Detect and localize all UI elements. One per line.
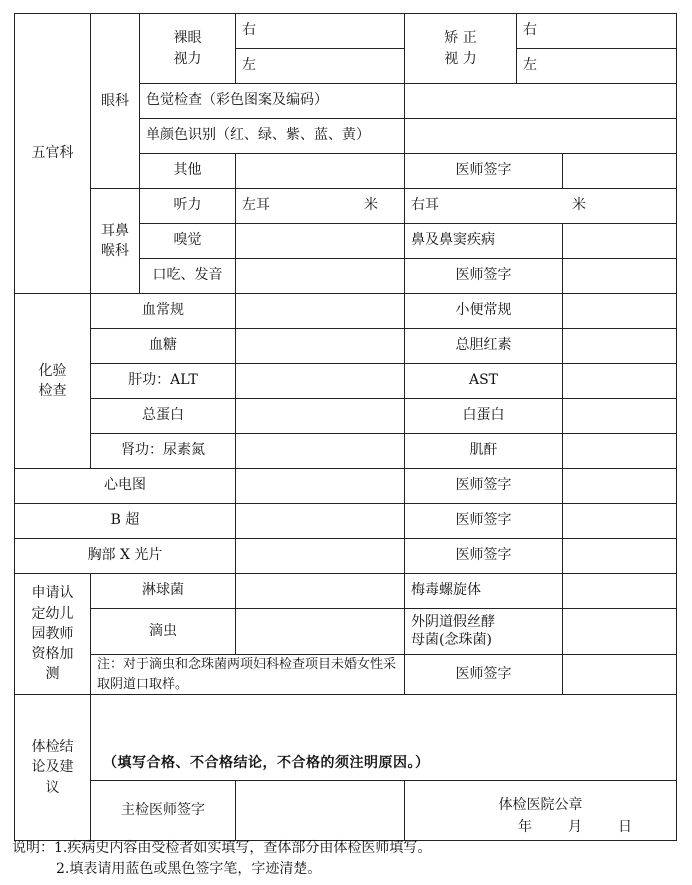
mono-color-field[interactable] (405, 119, 677, 154)
albumin-field[interactable] (563, 399, 677, 434)
creatinine-label: 肌酐 (405, 434, 563, 469)
bilirubin-field[interactable] (563, 329, 677, 364)
section-eye: 眼科 (91, 14, 140, 189)
ent-doctor-sign-field[interactable] (563, 259, 677, 294)
corrected-left-label: 左 (517, 49, 677, 84)
gonorrhea-field[interactable] (236, 574, 405, 609)
naked-left-label: 左 (236, 49, 405, 84)
ast-label: AST (405, 364, 563, 399)
syphilis-label: 梅毒螺旋体 (405, 574, 563, 609)
liver-alt-label: 肝功：ALT (91, 364, 236, 399)
kg-doctor-sign-label: 医师签字 (405, 655, 563, 695)
color-check-field[interactable] (405, 84, 677, 119)
color-check-label: 色觉检查（彩色图案及编码） (140, 84, 405, 119)
kg-doctor-sign-field[interactable] (563, 655, 677, 695)
ecg-doctor-sign-label: 医师签字 (405, 469, 563, 504)
conclusion-instruction: （填写合格、不合格结论，不合格的须注明原因。） (103, 754, 430, 771)
liver-alt-field[interactable] (236, 364, 405, 399)
ast-field[interactable] (563, 364, 677, 399)
ecg-doctor-sign-field[interactable] (563, 469, 677, 504)
eye-doctor-sign-field[interactable] (563, 154, 677, 189)
ultrasound-field[interactable] (236, 504, 405, 539)
speech-field[interactable] (236, 259, 405, 294)
left-ear-label: 左耳 (242, 197, 270, 214)
section-ent: 耳鼻 喉科 (91, 189, 140, 294)
urine-routine-field[interactable] (563, 294, 677, 329)
ecg-field[interactable] (236, 469, 405, 504)
hospital-seal-field[interactable] (405, 781, 677, 841)
albumin-label: 白蛋白 (405, 399, 563, 434)
footer-line-2: 2.填表请用蓝色或黑色签字笔，字迹清楚。 (56, 861, 322, 877)
chest-xray-doctor-sign-field[interactable] (563, 539, 677, 574)
nasal-field[interactable] (563, 224, 677, 259)
ultrasound-doctor-sign-label: 医师签字 (405, 504, 563, 539)
candida-label: 外阴道假丝酵 母菌(念珠菌) (405, 609, 563, 655)
chief-sign-field[interactable] (236, 781, 405, 841)
urine-routine-label: 小便常规 (405, 294, 563, 329)
speech-label: 口吃、发音 (140, 259, 236, 294)
corrected-right-label: 右 (517, 14, 677, 49)
chief-sign-label: 主检医师签字 (91, 781, 236, 841)
right-ear-label: 右耳 (411, 197, 439, 214)
gonorrhea-label: 淋球菌 (91, 574, 236, 609)
section-lab: 化验 检查 (15, 294, 91, 469)
creatinine-field[interactable] (563, 434, 677, 469)
left-ear-field[interactable] (236, 189, 405, 224)
seal-date (482, 819, 632, 837)
total-protein-label: 总蛋白 (91, 399, 236, 434)
total-protein-field[interactable] (236, 399, 405, 434)
conclusion-field[interactable] (91, 695, 677, 781)
right-ear-field[interactable] (405, 189, 677, 224)
eye-doctor-sign-label: 医师签字 (405, 154, 563, 189)
trichomonas-label: 滴虫 (91, 609, 236, 655)
mono-color-label: 单颜色识别（红、绿、紫、蓝、黄） (140, 119, 405, 154)
right-ear-unit: 米 (572, 197, 586, 214)
eye-other-label: 其他 (140, 154, 236, 189)
naked-right-label: 右 (236, 14, 405, 49)
ultrasound-label: B 超 (15, 504, 236, 539)
bilirubin-label: 总胆红素 (405, 329, 563, 364)
section-conclusion: 体检结 论及建 议 (15, 695, 91, 841)
smell-field[interactable] (236, 224, 405, 259)
syphilis-field[interactable] (563, 574, 677, 609)
kidney-bun-field[interactable] (236, 434, 405, 469)
section-wuguan: 五官科 (15, 14, 91, 294)
blood-sugar-label: 血糖 (91, 329, 236, 364)
corrected-vision-label: 矫 正 视 力 (405, 14, 517, 84)
nasal-label: 鼻及鼻窦疾病 (405, 224, 563, 259)
hearing-label: 听力 (140, 189, 236, 224)
month-label: 月 (568, 818, 582, 835)
chest-xray-field[interactable] (236, 539, 405, 574)
year-label: 年 (518, 818, 532, 835)
left-ear-unit: 米 (364, 197, 378, 214)
ent-doctor-sign-label: 医师签字 (405, 259, 563, 294)
chest-xray-doctor-sign-label: 医师签字 (405, 539, 563, 574)
kidney-bun-label: 肾功：尿素氮 (91, 434, 236, 469)
health-exam-form (14, 13, 677, 841)
chest-xray-label: 胸部 X 光片 (15, 539, 236, 574)
footer-line-1: 说明：1.疾病史内容由受检者如实填写，查体部分由体检医师填写。 (12, 840, 432, 856)
naked-vision-label: 裸眼 视力 (140, 14, 236, 84)
section-kindergarten: 申请认 定幼儿 园教师 资格加 测 (15, 574, 91, 695)
blood-routine-label: 血常规 (91, 294, 236, 329)
eye-other-field[interactable] (236, 154, 405, 189)
blood-sugar-field[interactable] (236, 329, 405, 364)
ultrasound-doctor-sign-field[interactable] (563, 504, 677, 539)
ecg-label: 心电图 (15, 469, 236, 504)
gyn-note: 注：对于滴虫和念珠菌两项妇科检查项目未婚女性采取阴道口取样。 (91, 655, 405, 695)
smell-label: 嗅觉 (140, 224, 236, 259)
day-label: 日 (618, 818, 632, 835)
candida-field[interactable] (563, 609, 677, 655)
trichomonas-field[interactable] (236, 609, 405, 655)
footer-notes (12, 838, 431, 880)
blood-routine-field[interactable] (236, 294, 405, 329)
hospital-seal-label: 体检医院公章 (498, 797, 583, 813)
